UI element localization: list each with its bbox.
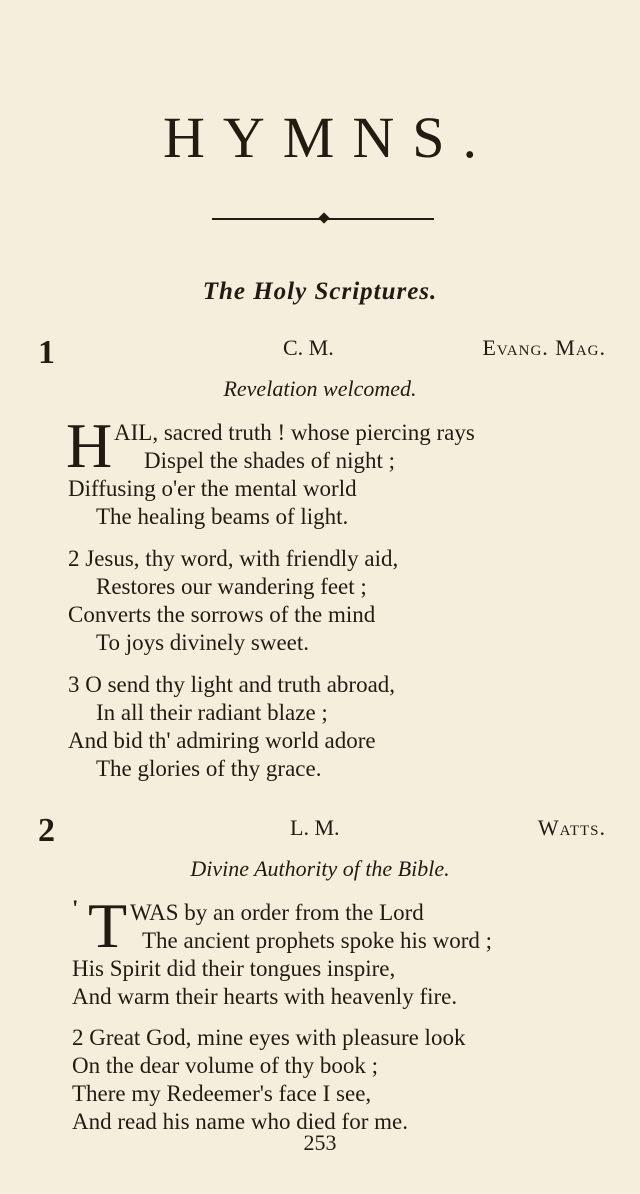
rule-ornament-icon [318,212,329,223]
verse-line: Diffusing o'er the mental world [68,476,357,501]
verse-line: AIL, sacred truth ! whose piercing rays [114,420,475,445]
hymn-subtitle: Revelation welcomed. [223,376,417,401]
section-title: The Holy Scriptures. [202,278,438,305]
hymn-subtitle: Divine Authority of the Bible. [190,856,450,881]
verse-line: 3 O send thy light and truth abroad, [68,672,396,697]
verse-line: And read his name who died for me. [72,1109,408,1134]
verse-line: The healing beams of light. [96,504,349,529]
apostrophe: ' [72,896,79,921]
verse-line: In all their radiant blaze ; [96,700,328,725]
verse-line: And warm their hearts with heavenly fire. [72,984,458,1009]
verse-line: On the dear volume of thy book ; [72,1053,378,1078]
page-number: 253 [303,1130,337,1155]
verse-line: There my Redeemer's face I see, [72,1081,372,1106]
hymn-number: 2 [38,812,55,849]
hymn-meter: L. M. [290,815,340,840]
verse-line: 2 Great God, mine eyes with pleasure look [72,1025,466,1050]
verse-line: WAS by an order from the Lord [130,900,424,925]
page-title [0,104,640,171]
verse-line: To joys divinely sweet. [96,630,310,655]
drop-cap: H [66,410,113,481]
hymn-author: Evang. Mag. [482,335,606,360]
hymn-author: Watts. [537,815,606,840]
verse-line: The ancient prophets spoke his word ; [142,928,493,953]
verse-line: 2 Jesus, thy word, with friendly aid, [68,546,399,571]
verse-line: The glories of thy grace. [96,756,322,781]
verse-line: And bid th' admiring world adore [68,728,376,753]
verse-line: Dispel the shades of night ; [144,448,396,473]
page-title-period: . [462,105,477,170]
drop-cap: T [88,890,128,961]
hymn-number: 1 [38,334,55,371]
hymn-meter: C. M. [283,335,334,360]
page-title-text: HYMNS [163,105,463,170]
verse-line: His Spirit did their tongues inspire, [72,956,396,981]
verse-line: Restores our wandering feet ; [96,574,367,599]
verse-line: Converts the sorrows of the mind [68,602,376,627]
